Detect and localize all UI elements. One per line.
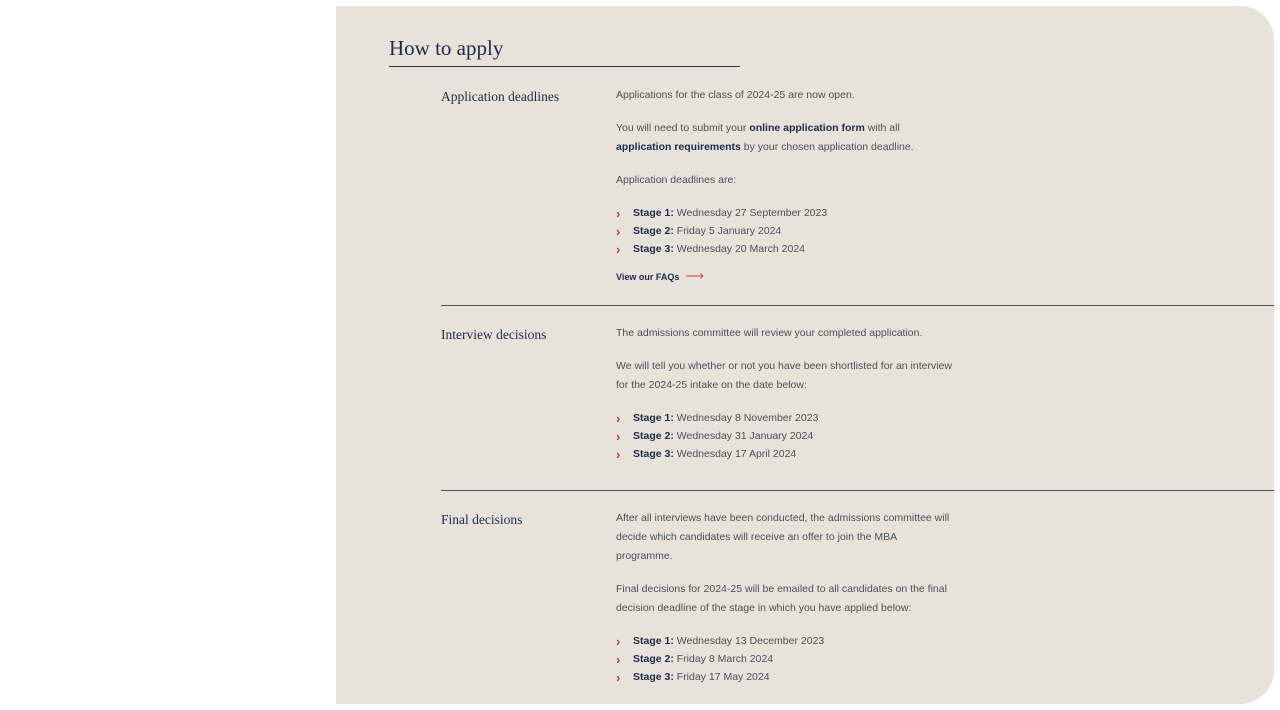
paragraph: We will tell you whether or not you have been shortlisted for an interview for the 2024-25 intake on the date below: xyxy=(616,360,952,391)
list-item xyxy=(616,204,956,222)
chevron-right-icon: › xyxy=(616,206,621,221)
paragraph: The admissions committee will review your completed application. xyxy=(616,327,923,339)
section-heading: Interview decisions xyxy=(441,327,547,342)
stage-date: Friday 5 January 2024 xyxy=(673,225,782,237)
list-item xyxy=(616,222,956,240)
stage-label: Stage 1: xyxy=(633,207,674,219)
paragraph xyxy=(616,119,956,157)
chevron-right-icon: › xyxy=(616,242,621,257)
stage-date: Friday 17 May 2024 xyxy=(673,671,770,683)
arrow-right-icon: ⟶ xyxy=(685,268,704,283)
stage-label: Stage 2: xyxy=(633,653,674,665)
stage-date: Wednesday 31 January 2024 xyxy=(673,430,814,442)
paragraph: Application deadlines are: xyxy=(616,174,737,186)
application-requirements-link[interactable]: application requirements xyxy=(616,141,741,153)
chevron-right-icon: › xyxy=(616,447,621,462)
section-body xyxy=(616,327,956,463)
paragraph: After all interviews have been conducted, the admissions committee will decide which candidates will receive an offer to join the MBA programme. xyxy=(616,512,950,562)
chevron-right-icon: › xyxy=(616,652,621,667)
interview-date-list xyxy=(616,409,956,463)
chevron-right-icon: › xyxy=(616,411,621,426)
paragraph: Final decisions for 2024-25 will be emailed to all candidates on the final decision deadline of the stage in which you have applied below: xyxy=(616,583,947,614)
stage-label: Stage 1: xyxy=(633,412,674,424)
chevron-right-icon: › xyxy=(616,634,621,649)
list-item xyxy=(616,409,956,427)
paragraph: Applications for the class of 2024-25 are now open. xyxy=(616,89,855,101)
section-heading: Application deadlines xyxy=(441,89,560,104)
content-panel xyxy=(336,6,1274,704)
stage-label: Stage 2: xyxy=(633,225,674,237)
text: by your chosen application deadline. xyxy=(740,141,914,153)
list-item xyxy=(616,650,956,668)
list-item xyxy=(616,668,956,686)
deadline-list xyxy=(616,204,956,258)
stage-date: Wednesday 8 November 2023 xyxy=(673,412,819,424)
text: You will need to submit your xyxy=(616,122,750,134)
list-item xyxy=(616,240,956,258)
title-underline xyxy=(389,66,740,67)
stage-date: Wednesday 13 December 2023 xyxy=(673,635,825,647)
stage-date: Wednesday 20 March 2024 xyxy=(673,243,805,255)
stage-label: Stage 3: xyxy=(633,671,674,683)
chevron-right-icon: › xyxy=(616,224,621,239)
stage-label: Stage 3: xyxy=(633,448,674,460)
list-item xyxy=(616,632,956,650)
stage-label: Stage 1: xyxy=(633,635,674,647)
page-title: How to apply xyxy=(389,36,504,60)
chevron-right-icon: › xyxy=(616,429,621,444)
stage-date: Wednesday 17 April 2024 xyxy=(673,448,797,460)
chevron-right-icon: › xyxy=(616,670,621,685)
section-body xyxy=(616,512,956,686)
text: with all xyxy=(864,122,900,134)
stage-date: Wednesday 27 September 2023 xyxy=(673,207,828,219)
stage-label: Stage 3: xyxy=(633,243,674,255)
list-item xyxy=(616,427,956,445)
final-decision-list xyxy=(616,632,956,686)
online-application-form-link[interactable]: online application form xyxy=(749,122,865,134)
faq-link-label: View our FAQs xyxy=(616,272,680,282)
stage-label: Stage 2: xyxy=(633,430,674,442)
section-body xyxy=(616,89,956,287)
list-item xyxy=(616,445,956,463)
stage-date: Friday 8 March 2024 xyxy=(673,653,774,665)
section-divider xyxy=(441,305,1274,306)
section-heading: Final decisions xyxy=(441,512,523,527)
section-divider xyxy=(441,490,1274,491)
view-faqs-link[interactable] xyxy=(616,266,704,287)
